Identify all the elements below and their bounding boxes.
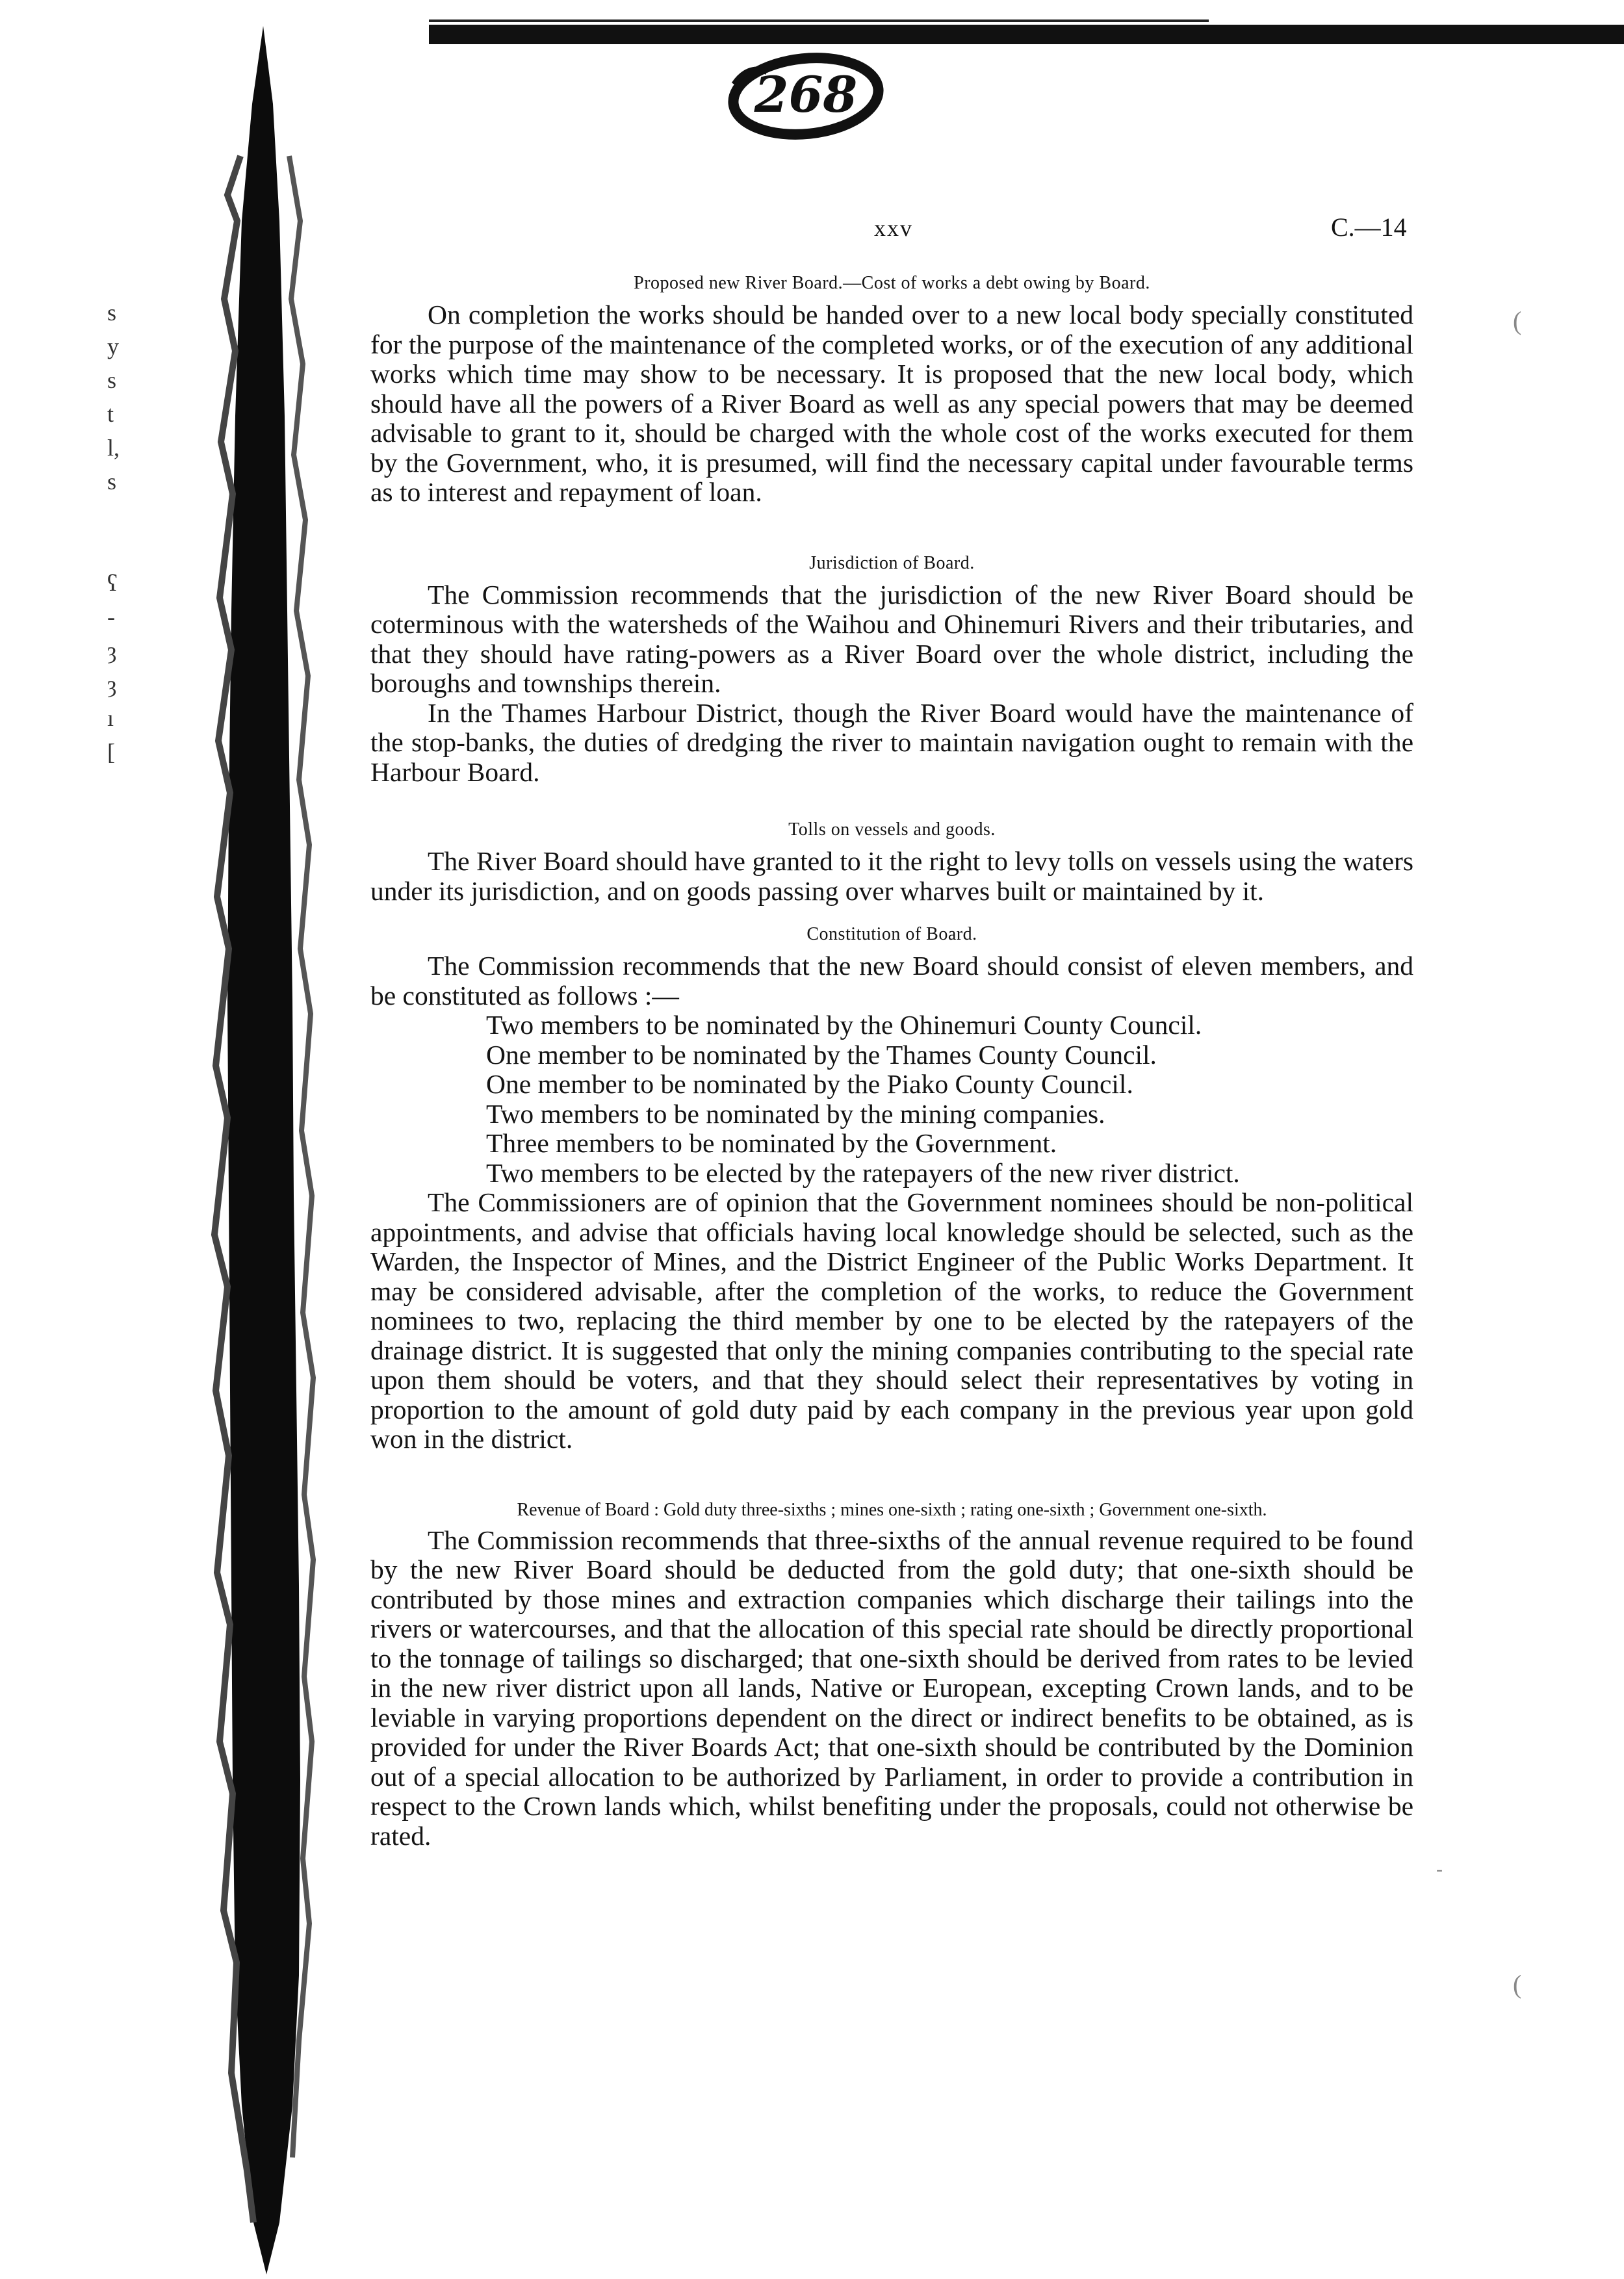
fragment: ȝ [107, 637, 117, 663]
list-item: One member to be nominated by the Piako County Council. [486, 1069, 1133, 1099]
sidenote: Constitution of Board. [806, 924, 977, 944]
fragment: [ [107, 739, 115, 765]
fragment: s [107, 367, 117, 393]
fragment: ȝ [107, 671, 117, 697]
list-item: One member to be nominated by the Thames County Council. [486, 1039, 1157, 1070]
paragraph: On completion the works should be handed over to a new local body specially constituted for the purpose of the maintenance of the completed works, or of the execution of any additional works which time may show to be necessary. It is proposed that the new local body, which should have all the powers of a River Board as well as any special powers that may be deemed advisable to grant to it, should be charged with the whole cost of the works executed for them by the Government, who, it is presumed, will find the necessary capital under favourable terms as to interest and repayment of loan. [370, 300, 1413, 507]
section-jurisdiction [370, 552, 1413, 788]
fragment: ʕ [107, 570, 118, 596]
paragraph: The Commission recommends that the new Board should consist of eleven members, and be constituted as follows :— [370, 951, 1413, 1011]
list-item: Three members to be nominated by the Government. [486, 1128, 1057, 1158]
fragment: y [107, 333, 119, 359]
margin-dash-mark: - [1436, 1859, 1443, 1880]
list-item: Two members to be elected by the ratepayers of the new river district. [486, 1157, 1240, 1188]
fragment: l, [107, 435, 120, 461]
paragraph: The Commission recommends that three-sixths of the annual revenue required to be found by the new River Board should be deducted from the gold duty; that one-sixth should be contributed by those mines and extraction companies which discharge their tailings into the rivers or watercourses, and that the allocation of this special rate should be directly proportional to the tonnage of tailings so discharged; that one-sixth should be derived from rates to be levied in the new river district upon all lands, Native or European, excepting Crown lands, and to be leviable in varying proportions dependent on the direct or indirect benefits to be obtained, as is provided for under the River Boards Act; that one-sixth should be contributed by the Dominion out of a special allocation to be authorized by Parliament, in order to provide a contribution in respect to the Crown lands which, whilst benefiting under the proposals, could not otherwise be rated. [370, 1525, 1413, 1851]
fragment [107, 498, 146, 532]
facing-page-fragments [107, 296, 146, 769]
sidenote: Tolls on vessels and goods. [788, 819, 996, 840]
document-reference: C.—14 [1331, 212, 1407, 242]
page-body [370, 272, 1413, 1851]
paragraph: In the Thames Harbour District, though the River Board would have the maintenance of the stop-banks, the duties of dredging the river to maintain navigation ought to remain with the Harbour Board. [370, 697, 1413, 787]
fragment: s [107, 469, 117, 495]
fragment: s [107, 300, 117, 326]
margin-paren-mark: ( [1513, 1970, 1522, 1999]
top-thin-rule [429, 19, 1209, 22]
stamp-number: 268 [754, 66, 858, 123]
sidenote: Proposed new River Board.—Cost of works a debt owing by Board. [634, 273, 1150, 293]
section-revenue [370, 1499, 1413, 1851]
list-item: Two members to be nominated by the mining companies. [486, 1098, 1105, 1129]
list-item: Two members to be nominated by the Ohinemuri County Council. [486, 1010, 1202, 1040]
section-proposed-board [370, 272, 1413, 508]
fragment: t [107, 401, 114, 427]
member-list [370, 1011, 1413, 1188]
section-constitution [370, 923, 1413, 1454]
top-heavy-rule [429, 25, 1624, 44]
fragment: - [107, 604, 115, 630]
fragment [107, 532, 146, 566]
sidenote: Jurisdiction of Board. [809, 552, 975, 573]
paragraph: The River Board should have granted to it the right to levy tolls on vessels using the waters under its jurisdiction, and on goods passing over wharves built or maintained by it. [370, 846, 1413, 906]
handwritten-page-stamp [721, 45, 890, 143]
page-number: xxv [874, 215, 913, 241]
paragraph: The Commissioners are of opinion that the Government nominees should be non-political appointments, and advise that officials having local knowledge should be selected, such as the Warden, the Inspector of Mines, and the District Engineer of the Public Works Department. It may be considered advisable, after the completion of the works, to reduce the Government nominees to two, replacing the third member by one to be elected by the ratepayers of the drainage district. It is suggested that only the mining companies contributing to the special rate upon them should be voters, and that they should select their representatives by voting in proportion to the amount of gold duty paid by each company in the previous year upon gold won in the district. [370, 1187, 1413, 1454]
margin-paren-mark: ( [1513, 306, 1522, 335]
paragraph: The Commission recommends that the jurisdiction of the new River Board should be coterminous with the watersheds of the Waihou and Ohinemuri Rivers and their tributaries, and that they should have rating-powers as a River Board over the whole district, including the boroughs and townships therein. [370, 579, 1413, 698]
sidenote: Revenue of Board : Gold duty three-sixths ; mines one-sixth ; rating one-sixth ; Government one-sixth. [517, 1499, 1267, 1520]
binding-shadow [201, 26, 318, 2274]
fragment: ı [107, 705, 114, 731]
section-tolls [370, 818, 1413, 906]
